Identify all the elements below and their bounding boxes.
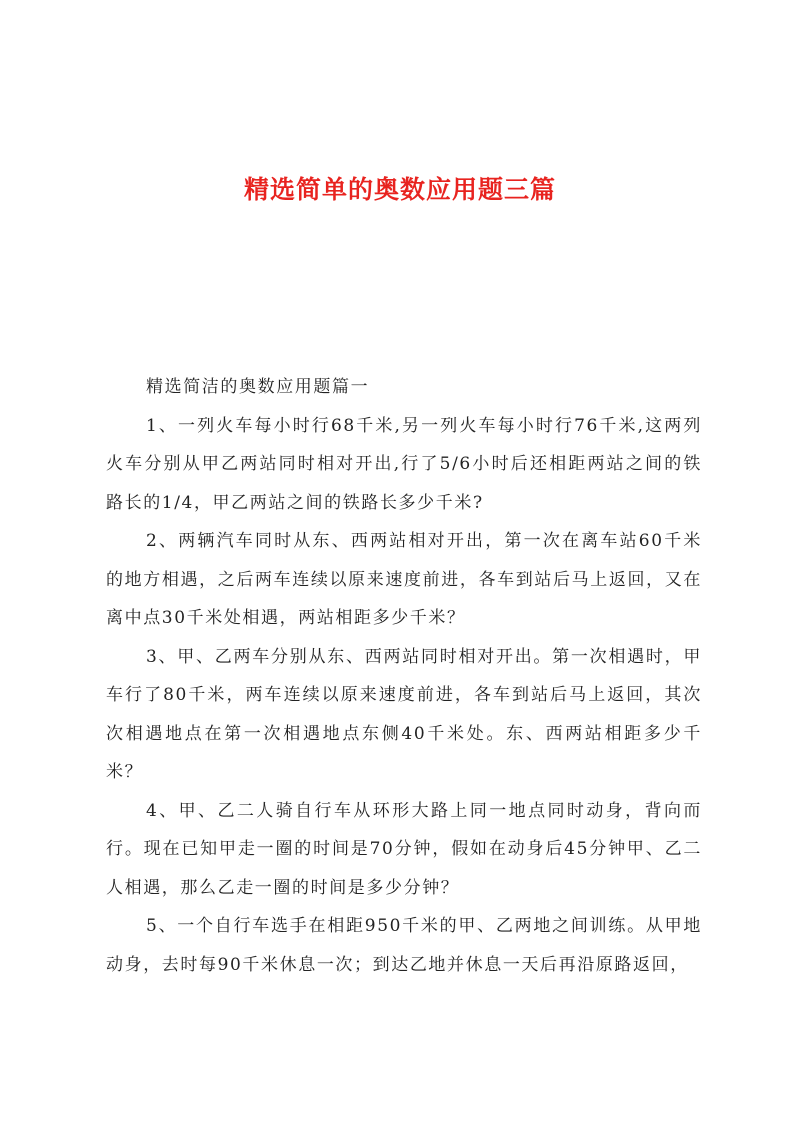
problem-paragraph-1: 1、一列火车每小时行68千米,另一列火车每小时行76千米,这两列火车分别从甲乙两站同时相对开出,行了5/6小时后还相距两站之间的铁路长的1/4，甲乙两站之间的铁路长多少千米?: [106, 415, 702, 513]
problem-paragraph-4: 4、甲、乙二人骑自行车从环形大路上同一地点同时动身，背向而行。现在已知甲走一圈的时间是70分钟，假如在动身后45分钟甲、乙二人相遇，那么乙走一圈的时间是多少分钟？: [106, 800, 702, 898]
document-body: [106, 368, 702, 984]
problem-paragraph-2: 2、两辆汽车同时从东、西两站相对开出，第一次在离车站60千米的地方相遇，之后两车连续以原来速度前进，各车到站后马上返回，又在离中点30千米处相遇，两站相距多少千米？: [106, 531, 702, 628]
problem-paragraph-3: 3、甲、乙两车分别从东、西两站同时相对开出。第一次相遇时，甲车行了80千米，两车连续以原来速度前进，各车到站后马上返回，其次次相遇地点在第一次相遇地点东侧40千米处。东、西两站相距多少千米？: [106, 646, 702, 782]
problem-paragraph-5: 5、一个自行车选手在相距950千米的甲、乙两地之间训练。从甲地动身，去时每90千米休息一次；到达乙地并休息一天后再沿原路返回，: [106, 916, 702, 975]
document-title: 精选简单的奥数应用题三篇: [243, 175, 556, 204]
section-heading: 精选简洁的奥数应用题篇一: [146, 377, 370, 397]
